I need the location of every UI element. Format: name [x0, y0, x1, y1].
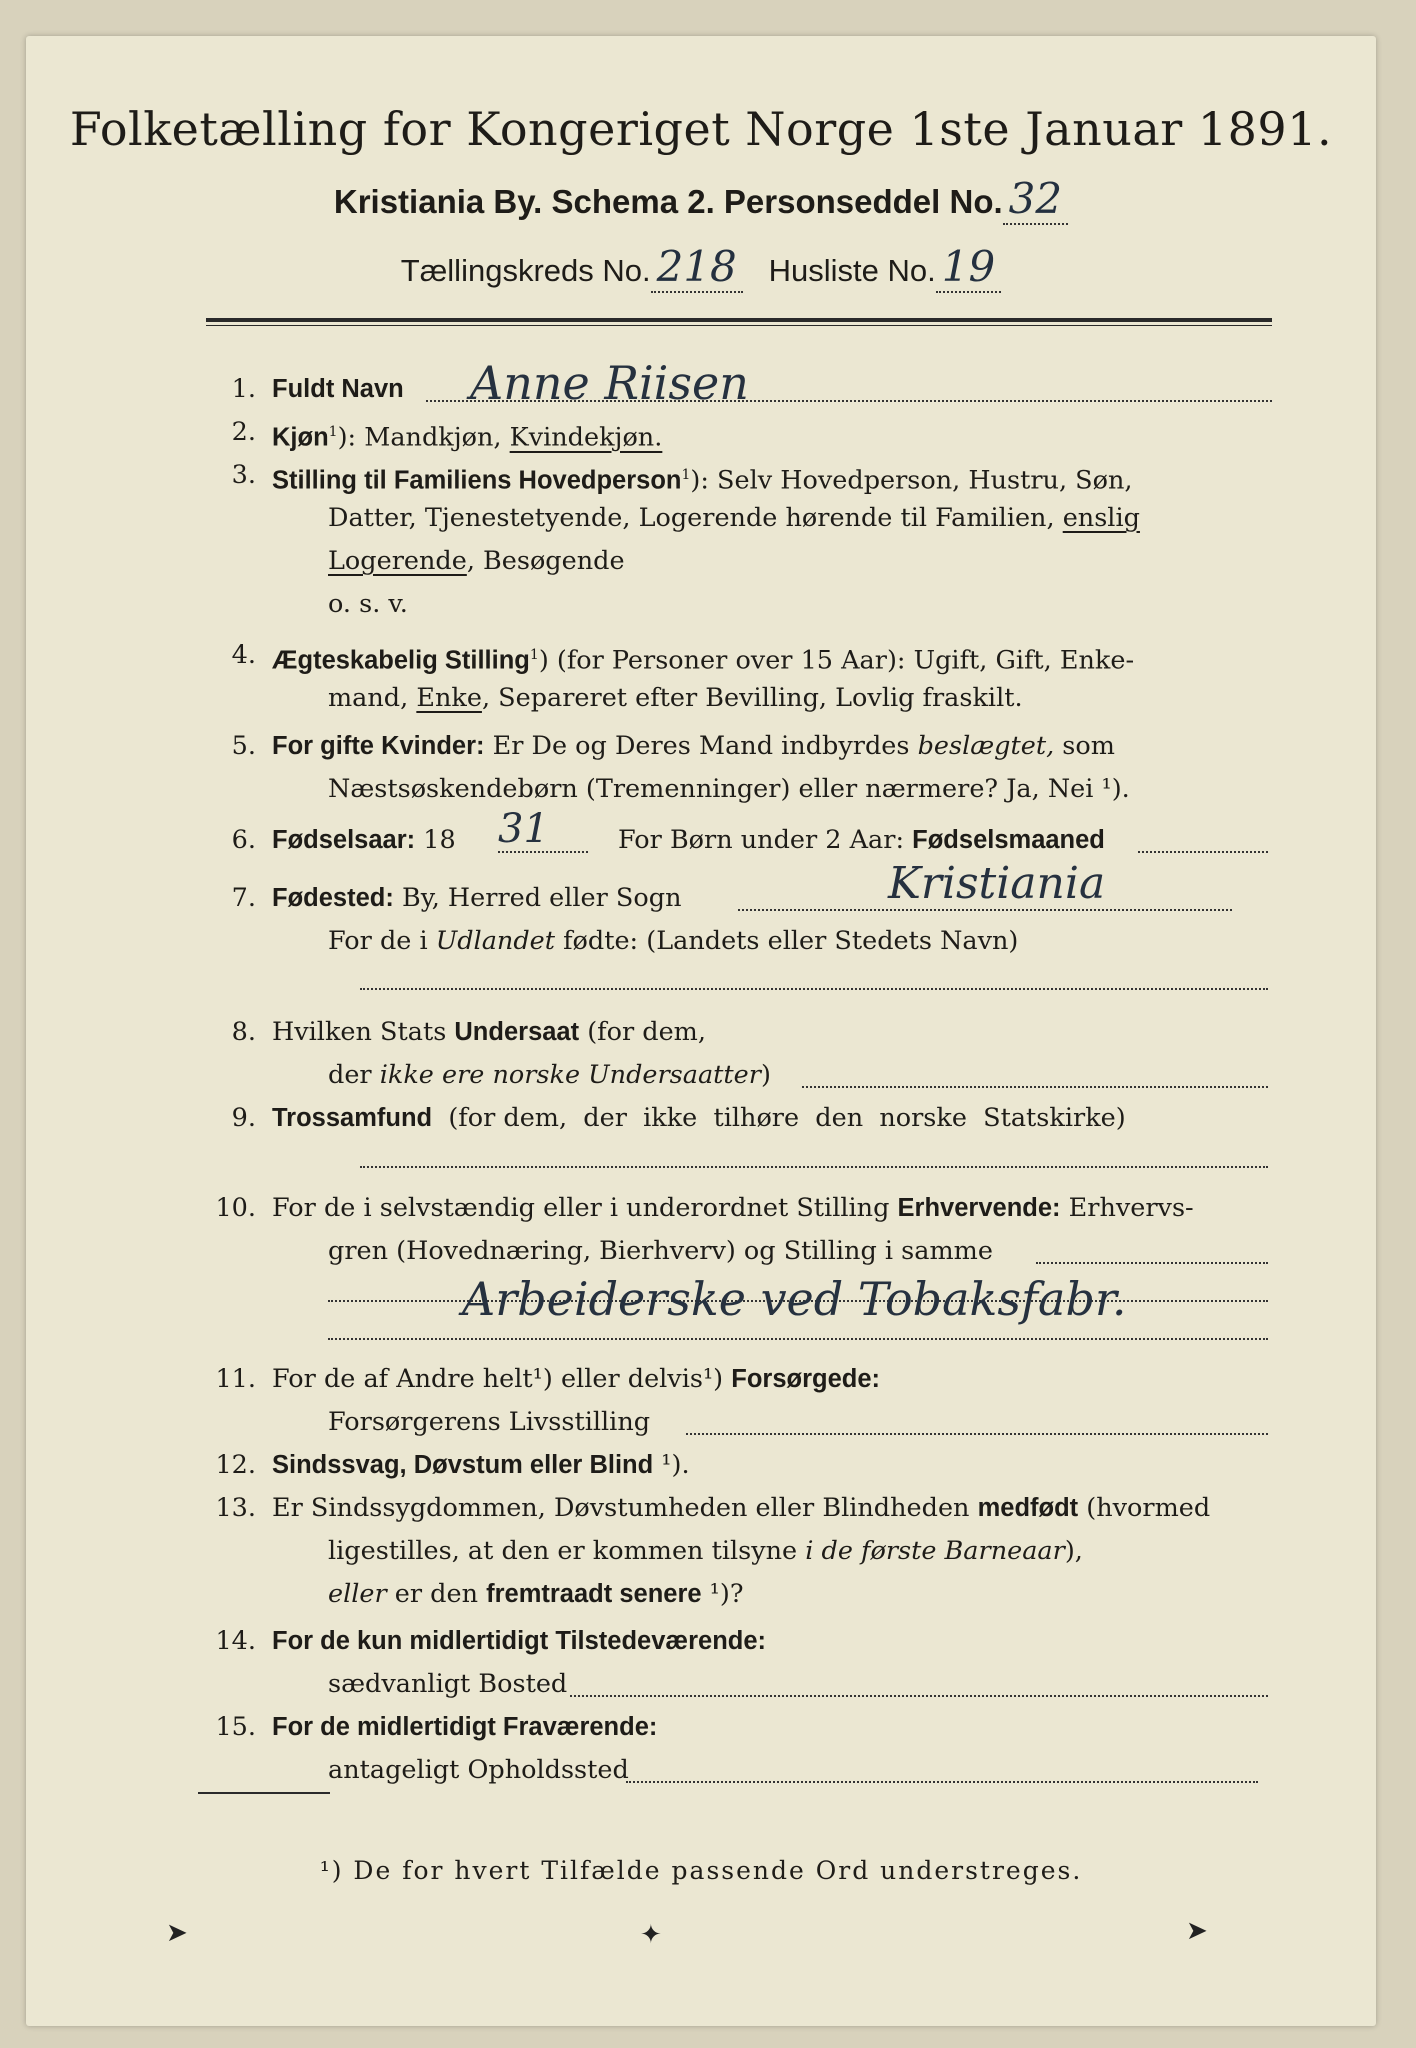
kreds-number: 218 — [651, 242, 743, 293]
header-rule — [206, 318, 1272, 322]
footnote: ¹) De for hvert Tilfælde passende Ord understreges. — [319, 1856, 1083, 1885]
religion-label: Trossamfund — [272, 1104, 433, 1132]
family-position-selected-b: Logerende — [328, 546, 467, 576]
foreign-birthplace-dotted-line — [360, 988, 1268, 990]
item-number: 8. — [231, 1017, 256, 1047]
disability-label: Sindssvag, Døvstum eller Blind — [272, 1451, 654, 1479]
item-number: 11. — [215, 1364, 256, 1394]
item-15-line-2: antageligt Opholdssted — [328, 1755, 629, 1785]
header-rule-thin — [206, 325, 1272, 326]
form-title: Folketælling for Kongeriget Norge 1ste Januar 1891. — [69, 102, 1333, 156]
schema-prefix: Kristiania By. Schema 2. Personseddel No. — [333, 183, 1003, 220]
item-number: 5. — [231, 731, 256, 761]
family-position-selected-a: enslig — [1062, 503, 1140, 533]
birthplace-value: Kristiania — [888, 858, 1106, 909]
later-onset-label: fremtraadt senere — [486, 1580, 702, 1608]
item-number: 15. — [215, 1712, 256, 1742]
item-number: 3. — [231, 460, 256, 490]
item-11-line: For de af Andre helt¹) eller delvis¹) Forsørgede: — [272, 1364, 881, 1394]
item-number: 14. — [215, 1626, 256, 1656]
occupation-label: Erhvervende: — [897, 1194, 1061, 1222]
registration-mark-center: ✦ — [640, 1920, 662, 1950]
marital-status-selected: Enke — [416, 683, 482, 713]
citizenship-label: Undersaat — [454, 1018, 580, 1046]
item-8-line: Hvilken Stats Undersaat (for dem, — [272, 1017, 706, 1047]
kreds-label: Tællingskreds No. — [400, 253, 651, 288]
form-line-kreds — [26, 242, 1376, 291]
full-name-label: Fuldt Navn — [272, 375, 404, 403]
item-10-line-2: gren (Hovednæring, Bierhverv) og Stilling i samme — [328, 1236, 993, 1266]
item-14-line-2: sædvanligt Bosted — [328, 1669, 568, 1699]
dependents-label: Forsørgede: — [731, 1365, 881, 1393]
birth-month-label: Fødselsmaaned — [912, 826, 1105, 854]
item-number: 7. — [231, 883, 256, 913]
item-13-line: Er Sindssygdommen, Døvstumheden eller Blindheden medfødt (hvormed — [272, 1493, 1211, 1523]
husliste-label: Husliste No. — [768, 253, 936, 288]
full-name-value: Anne Riisen — [470, 356, 749, 410]
item-number: 10. — [215, 1193, 256, 1223]
item-3-line-2: Datter, Tjenestetyende, Logerende hørende til Familien, enslig — [328, 503, 1140, 533]
usual-residence-dotted-line — [570, 1695, 1268, 1697]
registration-mark-left: ➤ — [166, 1918, 188, 1948]
married-women-label: For gifte Kvinder: — [272, 732, 485, 760]
item-number: 1. — [231, 374, 256, 404]
item-6-line-b: For Børn under 2 Aar: Fødselsmaaned — [618, 825, 1105, 855]
birth-year-label: Fødselsaar: — [272, 826, 416, 854]
form-line-schema — [26, 174, 1376, 223]
census-form-sheet — [26, 36, 1376, 2026]
item-3-line: Stilling til Familiens Hovedperson$^1$): Selv Hovedperson, Hustru, Søn, — [272, 465, 1133, 496]
item-3-line-4: o. s. v. — [328, 589, 408, 619]
marital-status-label: Ægteskabelig Stilling — [272, 646, 530, 675]
footnote-rule — [198, 1792, 330, 1794]
item-1-line — [272, 372, 404, 406]
item-3-line-3: Logerende, Besøgende — [328, 546, 625, 576]
citizenship-dotted-line — [802, 1086, 1268, 1088]
item-4-line: Ægteskabelig Stilling$^1$) (for Personer over 15 Aar): Ugift, Gift, Enke- — [272, 645, 1135, 676]
item-15-line — [272, 1710, 657, 1744]
personseddel-number: 32 — [1003, 174, 1068, 225]
family-position-label: Stilling til Familiens Hovedperson — [272, 466, 682, 495]
congenital-label: medfødt — [977, 1494, 1079, 1522]
birth-month-dotted-line — [1138, 851, 1268, 853]
birthplace-label: Fødested: — [272, 884, 394, 912]
item-12-line: Sindssvag, Døvstum eller Blind ¹). — [272, 1450, 690, 1480]
item-7-line-2: For de i Udlandet fødte: (Landets eller Stedets Navn) — [328, 926, 1019, 956]
item-13-line-2: ligestilles, at den er kommen tilsyne i de første Barneaar), — [328, 1536, 1083, 1566]
item-number: 13. — [215, 1493, 256, 1523]
birth-year-dotted-line — [498, 851, 588, 853]
gender-selected: Kvindekjøn. — [509, 422, 663, 453]
item-4-line-2: mand, Enke, Separeret efter Bevilling, Lovlig fraskilt. — [328, 683, 1023, 713]
stay-location-dotted-line — [626, 1781, 1258, 1783]
item-number: 2. — [231, 417, 256, 447]
item-11-line-2: Forsørgerens Livsstilling — [328, 1407, 651, 1437]
provider-dotted-line — [686, 1433, 1268, 1435]
temporary-present-label: For de kun midlertidigt Tilstedeværende: — [272, 1627, 767, 1655]
item-10-line: For de i selvstændig eller i underordnet Stilling Erhvervende: Erhvervs- — [272, 1193, 1194, 1223]
item-6-line: Fødselsaar: 18 — [272, 825, 456, 855]
item-7-line: Fødested: By, Herred eller Sogn — [272, 883, 682, 913]
occupation-value: Arbeiderske ved Tobaksfabr. — [462, 1272, 1127, 1326]
husliste-number: 19 — [936, 242, 1001, 293]
item-2-line: Kjøn$^1$): Mandkjøn, Kvindekjøn. — [272, 422, 663, 453]
temporary-absent-label: For de midlertidigt Fraværende: — [272, 1713, 658, 1741]
item-9-line: Trossamfund (for dem, der ikke tilhøre den norske Statskirke) — [272, 1103, 1126, 1133]
item-8-line-2: der ikke ere norske Undersaatter) — [328, 1060, 771, 1090]
item-number: 4. — [231, 640, 256, 670]
item-number: 6. — [231, 825, 256, 855]
item-number: 12. — [215, 1450, 256, 1480]
occupation-dotted-line-1 — [1036, 1262, 1268, 1264]
birth-year-value: 31 — [498, 806, 549, 852]
occupation-dotted-line-3 — [328, 1338, 1268, 1340]
item-14-line — [272, 1624, 766, 1658]
item-number: 9. — [231, 1103, 256, 1133]
item-5-line-2: Næstsøskendebørn (Tremenninger) eller nærmere? Ja, Nei ¹). — [328, 774, 1130, 804]
religion-dotted-line — [360, 1166, 1268, 1168]
item-13-line-3: eller er den fremtraadt senere ¹)? — [328, 1579, 744, 1609]
registration-mark-right: ➤ — [1186, 1916, 1208, 1946]
gender-label: Kjøn — [272, 423, 329, 452]
birthplace-dotted-line — [738, 909, 1232, 911]
item-5-line: For gifte Kvinder: Er De og Deres Mand indbyrdes beslægtet, som — [272, 731, 1115, 761]
